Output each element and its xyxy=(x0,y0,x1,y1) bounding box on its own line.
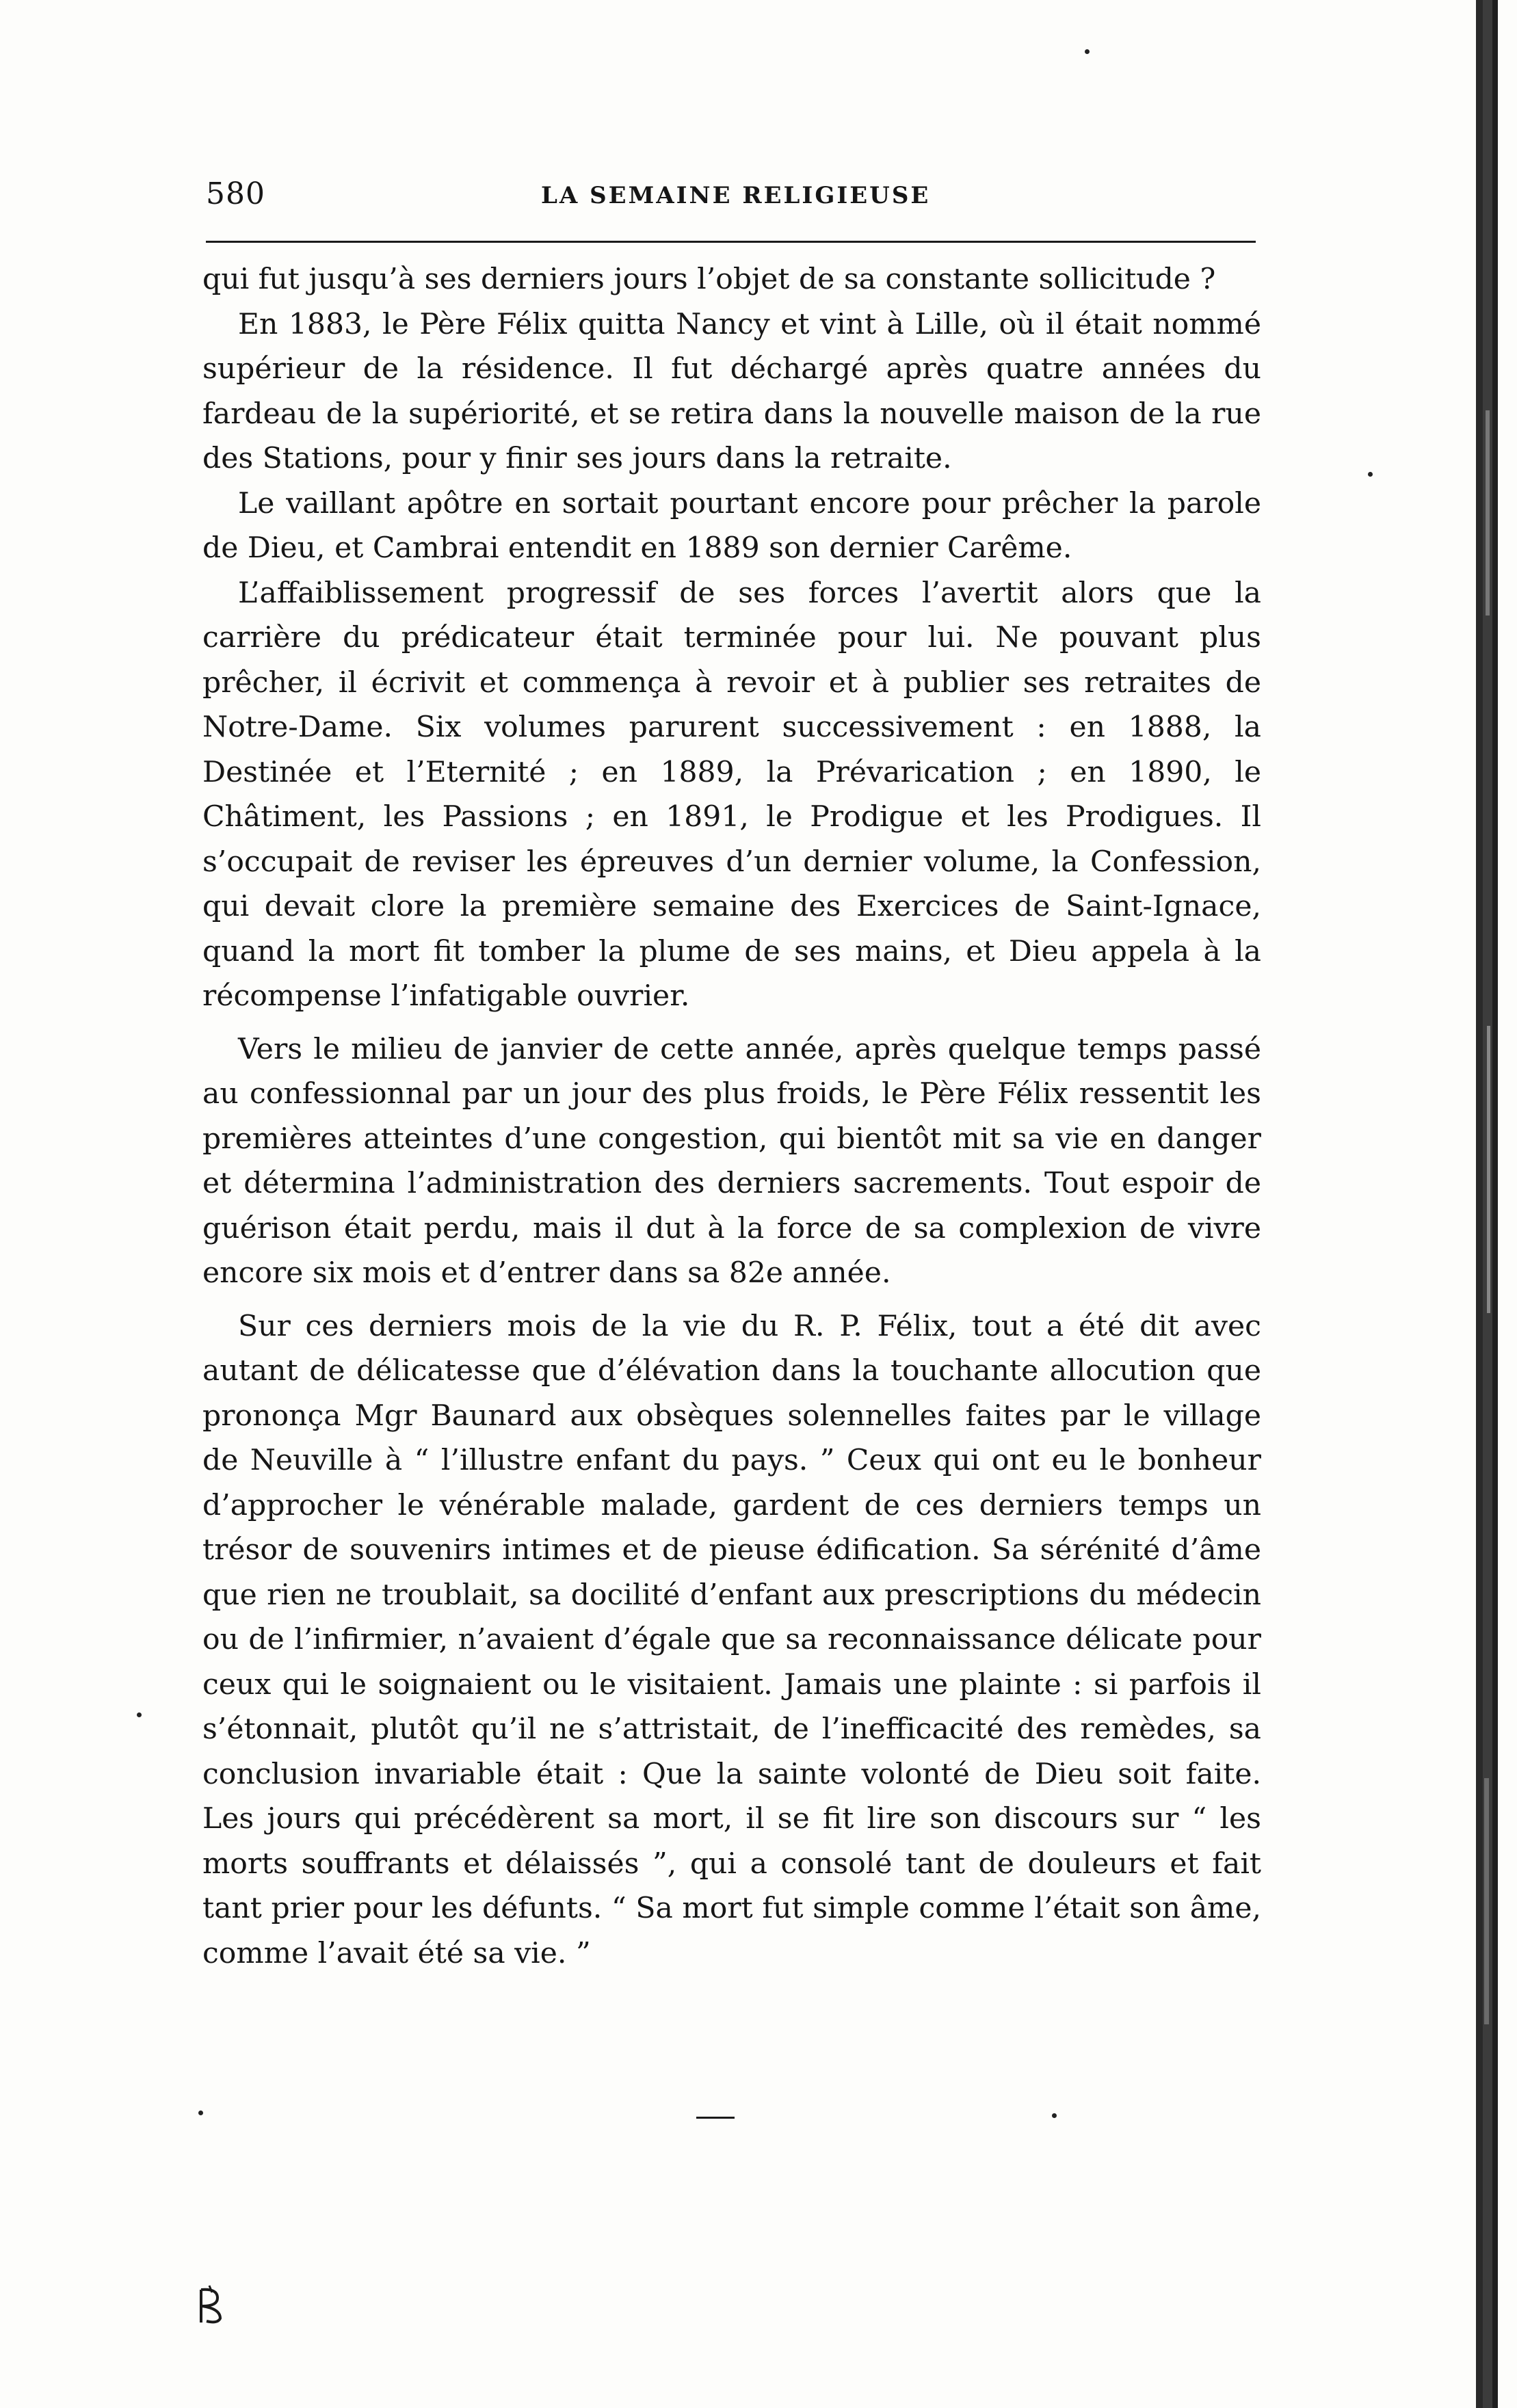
scan-speck xyxy=(1052,2113,1057,2118)
paragraph-cambrai: Le vaillant apôtre en sortait pourtant encore pour prêcher la parole de Dieu, et Cambrai entendit en 1889 son dernier Carême. xyxy=(202,486,1261,565)
printer-mark-icon xyxy=(197,2284,226,2325)
scan-speck xyxy=(1085,49,1090,54)
running-head xyxy=(206,176,1256,217)
scan-speck xyxy=(198,2111,203,2115)
paragraph-lille: En 1883, le Père Félix quitta Nancy et vint à Lille, où il était nommé supérieur de la résidence. Il fut déchargé après quatre années du fardeau de la supériorité, et se retira dans la nouvelle maison de la rue des Stations, pour y finir ses jours dans la retraite. xyxy=(202,307,1261,475)
running-title: LA SEMAINE RELIGIEUSE xyxy=(541,182,931,209)
paragraph-publications: L’affaiblissement progressif de ses forces l’avertit alors que la carrière du prédicateur était terminée pour lui. Ne pouvant plus prêcher, il écrivit et commença à revoir et à publier ses retraites de Notre-Dame. Six volumes parurent successivement : en 1888, la Destinée et l’Eternité ; en 1889, la Prévarication ; en 1890, le Châtiment, les Passions ; en 1891, le Prodigue et les Prodigues. Il s’occupait de reviser les épreuves d’un dernier volume, la Confession, qui devait clore la première semaine des Exercices de Saint-Ignace, quand la mort fit tomber la plume de ses mains, et Dieu appela à la récompense l’infatigable ouvrier. xyxy=(202,576,1261,1013)
body-text xyxy=(202,257,1261,1976)
scan-speck xyxy=(137,1712,142,1717)
paragraph-illness: Vers le milieu de janvier de cette année, après quelque temps passé au confessionnal par un jour des plus froids, le Père Félix ressentit les premières atteintes d’une congestion, qui bientôt mit sa vie en danger et détermina l’administration des derniers sacrements. Tout espoir de guérison était perdu, mais il dut à la force de sa complexion de vivre encore six mois et d’entrer dans sa 82e année. xyxy=(202,1032,1261,1290)
scan-edge-strip xyxy=(1455,0,1517,2408)
paragraph-last-months: Sur ces derniers mois de la vie du R. P. Félix, tout a été dit avec autant de délicatesse que d’élévation dans la touchante allocution que prononça Mgr Baunard aux obsèques solennelles faites par le village de Neuville à “ l’illustre enfant du pays. ” Ceux qui ont eu le bonheur d’approcher le vénérable malade, gardent de ces derniers temps un trésor de souvenirs intimes et de pieuse édification. Sa sérénité d’âme que rien ne troublait, sa docilité d’enfant aux prescriptions du médecin ou de l’infirmier, n’avaient d’égale que sa reconnaissance délicate pour ceux qui le soignaient ou le visitaient. Jamais une plainte : si parfois il s’étonnait, plutôt qu’il ne s’attristait, de l’inefficacité des remèdes, sa conclusion invariable était : Que la sainte volonté de Dieu soit faite. Les jours qui précédèrent sa mort, il se fit lire son discours sur “ les morts souffrants et délaissés ”, qui a consolé tant de douleurs et fait tant prier pour les défunts. “ Sa mort fut simple comme l’était son âme, comme l’avait été sa vie. ” xyxy=(202,1309,1261,1970)
paragraph-continued: qui fut jusqu’à ses derniers jours l’objet de sa constante sollicitude ? xyxy=(202,263,1216,296)
page-number: 580 xyxy=(206,176,265,211)
header-rule xyxy=(206,241,1256,243)
closing-rule xyxy=(696,2117,735,2119)
scan-speck xyxy=(1368,472,1373,477)
